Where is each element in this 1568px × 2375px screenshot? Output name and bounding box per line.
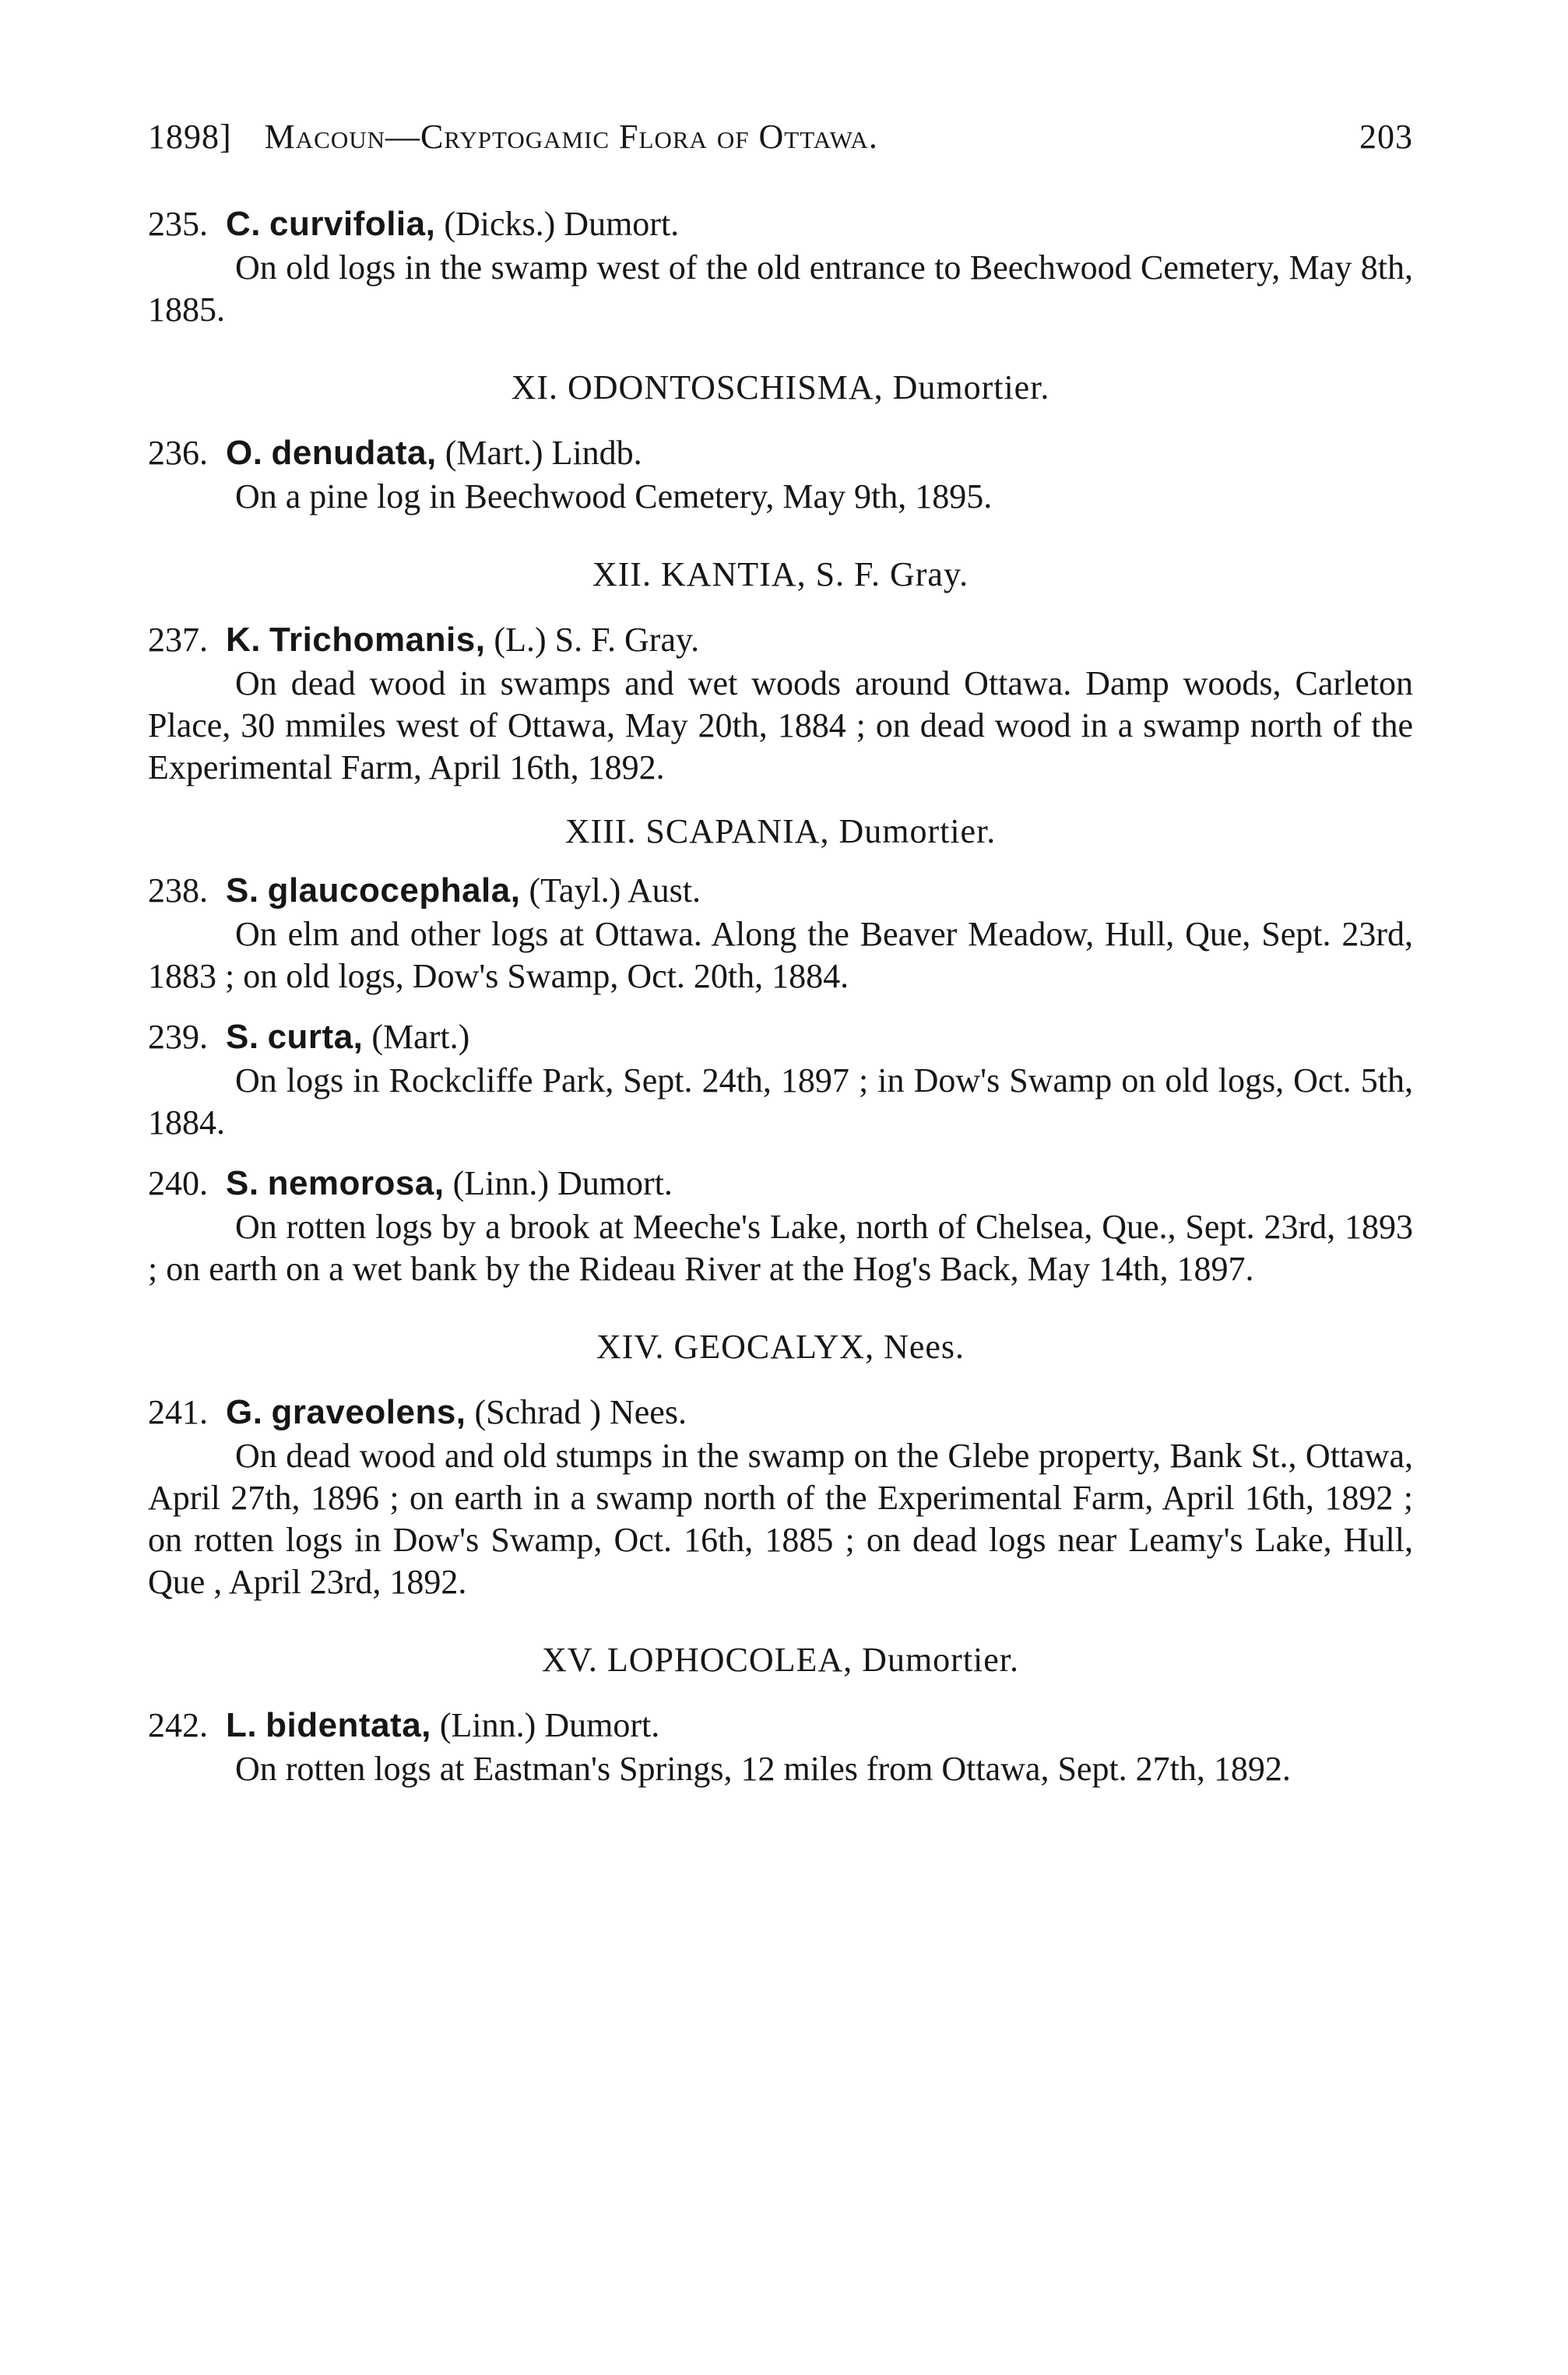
entry-number: 238. (148, 871, 208, 910)
species-authority: (L.) S. F. Gray. (494, 621, 700, 659)
species-authority: (Mart.) Lindb. (445, 434, 642, 472)
entry-number: 235. (148, 205, 208, 243)
entry-number: 240. (148, 1164, 208, 1202)
entry-number: 241. (148, 1393, 208, 1431)
entry-240 (148, 1161, 1413, 1290)
species-name: graveolens, (271, 1393, 466, 1431)
genus-heading: XIII. SCAPANIA, Dumortier. (564, 812, 997, 850)
page-number: 203 (1359, 118, 1413, 156)
species-name: nemorosa, (267, 1164, 445, 1202)
genus-abbreviation: C. (226, 205, 261, 243)
entry-238 (148, 868, 1413, 998)
species-authority: (Mart.) (371, 1018, 470, 1056)
genus-abbreviation: O. (226, 434, 263, 472)
entry-description: On a pine log in Beechwood Cemetery, May 9th, 1895. (235, 477, 993, 515)
running-head (148, 117, 1413, 157)
entry-heading (148, 202, 1413, 247)
entry-242 (148, 1703, 1413, 1790)
running-head-title: Macoun—Cryptogamic Flora of Ottawa. (264, 118, 878, 156)
entry-number: 236. (148, 434, 208, 472)
genus-heading: XII. KANTIA, S. F. Gray. (592, 555, 969, 593)
entry-237 (148, 618, 1413, 789)
entry-description: On elm and other logs at Ottawa. Along the Beaver Meadow, Hull, Que, Sept. 23rd, 1883 ; on old logs, Dow's Swamp, Oct. 20th, 1884. (148, 915, 1413, 995)
entry-241 (148, 1390, 1413, 1603)
entry-heading (148, 431, 1413, 476)
entry-description: On rotten logs by a brook at Meeche's Lake, north of Chelsea, Que., Sept. 23rd, 1893 ; on earth on a wet bank by the Rideau River at the Hog's Back, May 14th, 1897. (148, 1208, 1413, 1288)
genus-abbreviation: S. (226, 1164, 259, 1202)
entry-description: On old logs in the swamp west of the old entrance to Beechwood Cemetery, May 8th, 1885. (148, 248, 1413, 329)
entry-number: 239. (148, 1018, 208, 1056)
species-authority: (Tayl.) Aust. (529, 871, 701, 910)
entry-heading (148, 618, 1413, 663)
entry-heading (148, 1015, 1413, 1060)
species-name: glaucocephala, (267, 871, 521, 910)
genus-heading: XI. ODONTOSCHISMA, Dumortier. (511, 368, 1050, 406)
species-name: curvifolia, (269, 205, 436, 243)
species-authority: (Schrad ) Nees. (474, 1393, 687, 1431)
entry-description: On dead wood in swamps and wet woods around Ottawa. Damp woods, Carleton Place, 30 mmiles west of Ottawa, May 20th, 1884 ; on dead wood in a swamp north of the Experimental Farm, April 16th, 1892. (148, 664, 1413, 786)
genus-abbreviation: S. (226, 1018, 259, 1056)
genus-abbreviation: G. (226, 1393, 263, 1431)
entry-description: On dead wood and old stumps in the swamp on the Glebe property, Bank St., Ottawa, April 27th, 1896 ; on earth in a swamp north of the Experimental Farm, April 16th, 1892 ; on rotten logs in Dow's Swamp, Oct. 16th, 1885 ; on dead logs near Leamy's Lake, Hull, Que , April 23rd, 1892. (148, 1437, 1413, 1601)
entry-236 (148, 431, 1413, 518)
entry-heading (148, 1390, 1413, 1435)
entry-heading (148, 1703, 1413, 1748)
genus-abbreviation: S. (226, 871, 259, 910)
entry-description: On logs in Rockcliffe Park, Sept. 24th, 1897 ; in Dow's Swamp on old logs, Oct. 5th, 1884. (148, 1061, 1413, 1142)
genus-heading: XV. LOPHOCOLEA, Dumortier. (541, 1641, 1020, 1679)
page-content (148, 117, 1413, 1790)
species-authority: (Linn.) Dumort. (452, 1164, 673, 1202)
genus-heading: XIV. GEOCALYX, Nees. (596, 1328, 965, 1366)
genus-abbreviation: K. (226, 621, 261, 659)
entry-description: On rotten logs at Eastman's Springs, 12 miles from Ottawa, Sept. 27th, 1892. (235, 1750, 1291, 1788)
entry-number: 237. (148, 621, 208, 659)
entry-number: 242. (148, 1706, 208, 1744)
species-name: bidentata, (265, 1706, 431, 1744)
species-name: Trichomanis, (269, 621, 486, 659)
entry-heading (148, 868, 1413, 913)
species-authority: (Linn.) Dumort. (439, 1706, 660, 1744)
running-head-year: 1898] (148, 118, 232, 156)
species-authority: (Dicks.) Dumort. (444, 205, 680, 243)
species-name: denudata, (271, 434, 437, 472)
entry-239 (148, 1015, 1413, 1144)
species-name: curta, (267, 1018, 364, 1056)
entry-235 (148, 202, 1413, 331)
entry-heading (148, 1161, 1413, 1206)
genus-abbreviation: L. (226, 1706, 258, 1744)
